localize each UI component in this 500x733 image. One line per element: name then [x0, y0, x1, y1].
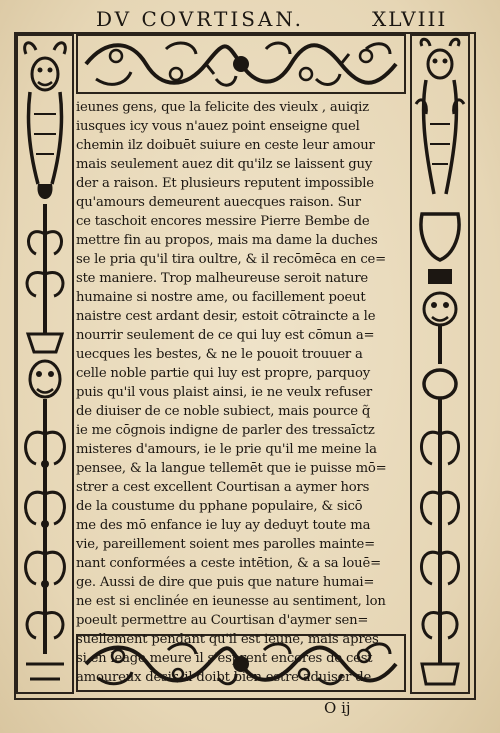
text-line: pensee, & la langue tellemēt que ie puisse mō= [76, 461, 387, 476]
text-line: de la coustume du pphane populaire, & sicō [76, 499, 363, 514]
text-line: mais seulement auez dit qu'ilz se laissent guy [76, 157, 373, 172]
text-line: me des mō enfance ie luy ay deduyt toute ma [76, 518, 371, 533]
text-line: se le pria qu'il tira oultre, & il recōmēca en ce= [76, 252, 386, 267]
folio-number: XLVIII [372, 7, 448, 31]
text-line: suellement pendant qu'il est ieune, mais apres [76, 632, 379, 647]
text-line: misteres d'amours, ie le prie qu'il me meine la [76, 442, 377, 457]
text-line: ieunes gens, que la felicite des vieulx , auiqiz [76, 100, 369, 115]
text-line: iusques icy vous n'auez point enseigne quel [76, 119, 360, 134]
text-line: ste maniere. Trop malheureuse seroit nature [76, 271, 369, 286]
text-line: vie, pareillement soient mes parolles mainte= [76, 537, 375, 552]
body-text [76, 98, 406, 685]
text-line: ce taschoit encores messire Pierre Bembe de [76, 214, 370, 229]
text-line: humaine si nostre ame, ou facillement poeut [76, 290, 366, 305]
text-line: mettre fin au propos, mais ma dame la duches [76, 233, 378, 248]
text-line: ne est si enclinée en ieunesse au sentiment, lon [76, 594, 386, 609]
signature-mark: O ij [324, 699, 351, 717]
text-line: puis qu'il vous plaist ainsi, ie ne veulx refuser [76, 385, 372, 400]
running-head-title: DV COVRTISAN. [96, 7, 304, 31]
text-line: si en leage meure il s'esprent encores de cest [76, 651, 373, 666]
text-line: chemin ilz doibuēt suiure en ceste leur amour [76, 138, 375, 153]
running-head [0, 6, 500, 32]
top-scroll-ornament-icon [76, 34, 406, 94]
text-line: ie me cōgnois indigne de parler des tressaīctz [76, 423, 375, 438]
text-line: qu'amours demeurent auecques raison. Sur [76, 195, 361, 210]
text-line: ge. Aussi de dire que puis que nature humai= [76, 575, 375, 590]
text-line: celle noble partie qui luy est propre, parquoy [76, 366, 370, 381]
text-line: nant conformées a ceste intētion, & a sa louē= [76, 556, 381, 571]
text-line: amoureux desir, il doibt bien estre aduiser de [76, 670, 372, 685]
text-line: de diuiser de ce noble subiect, mais pource q̃ [76, 404, 371, 419]
left-grotesque-column-icon [16, 34, 74, 694]
text-line: naistre cest ardant desir, estoit cōtraincte a le [76, 309, 376, 324]
text-line: der a raison. Et plusieurs reputent impossible [76, 176, 374, 191]
text-line: poeult permettre au Courtisan d'aymer sen= [76, 613, 369, 628]
right-candelabra-column-icon [410, 34, 470, 694]
text-line: nourrir seulement de ce qui luy est cōmun a= [76, 328, 375, 343]
text-line: uecques les bestes, & ne le pouoit trouuer a [76, 347, 363, 362]
text-line: strer a cest excellent Courtisan a aymer hors [76, 480, 370, 495]
